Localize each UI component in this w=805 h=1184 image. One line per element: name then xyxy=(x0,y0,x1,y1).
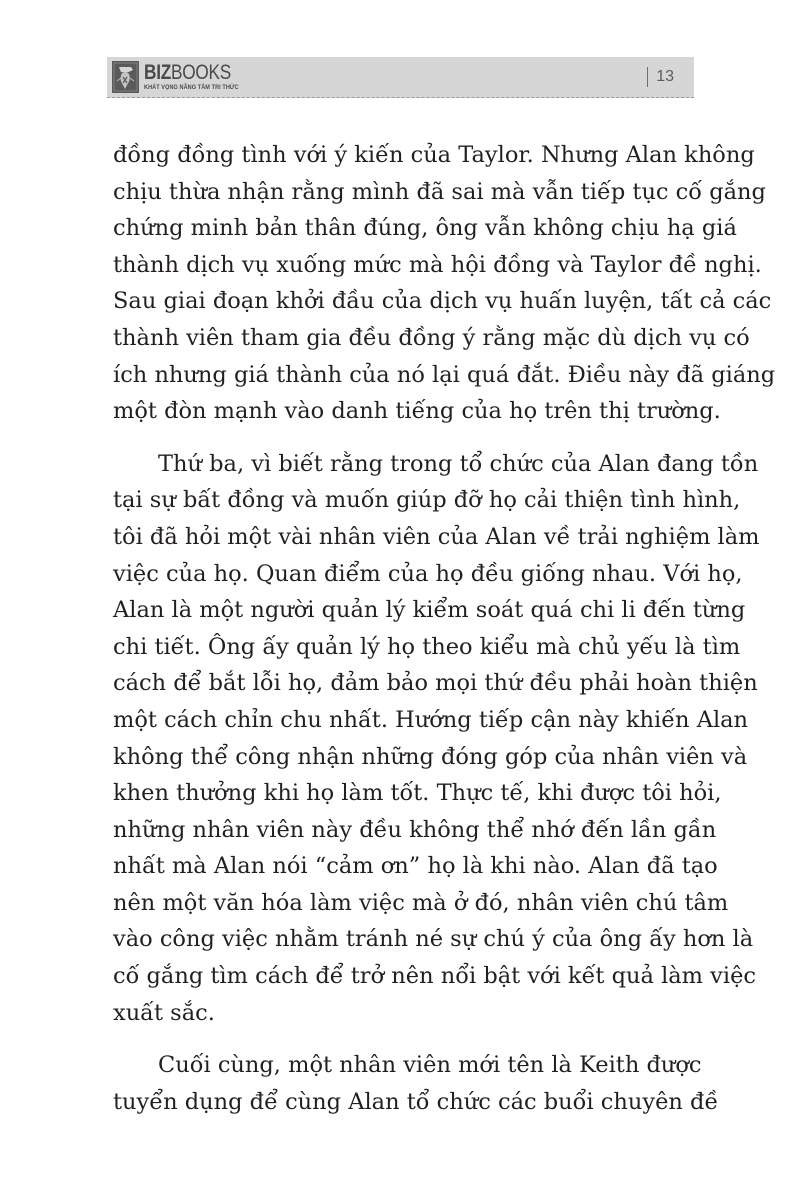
page-number-block xyxy=(647,66,674,88)
bizbooks-emblem-icon xyxy=(112,61,139,93)
brand-name: BIZBOOKS xyxy=(144,60,232,84)
paragraph xyxy=(113,446,760,1032)
text-line: ích nhưng giá thành của nó lại quá đắt. Điều này đã giáng xyxy=(113,361,776,388)
text-line: vào công việc nhằm tránh né sự chú ý của ông ấy hơn là xyxy=(113,926,754,953)
text-line: việc của họ. Quan điểm của họ đều giống nhau. Với họ, xyxy=(113,560,743,587)
text-line: một cách chỉn chu nhất. Hướng tiếp cận này khiến Alan xyxy=(113,706,749,733)
text-line: xuất sắc. xyxy=(113,999,215,1026)
running-header xyxy=(107,57,694,98)
text-line: Sau giai đoạn khởi đầu của dịch vụ huấn luyện, tất cả các xyxy=(113,288,772,315)
page-body xyxy=(113,137,776,1120)
text-line: Cuối cùng, một nhân viên mới tên là Keith được xyxy=(158,1052,702,1079)
text-line: chịu thừa nhận rằng mình đã sai mà vẫn tiếp tục cố gắng xyxy=(113,178,766,205)
text-line: tuyển dụng để cùng Alan tổ chức các buổi chuyên đề xyxy=(113,1088,719,1115)
text-line: thành viên tham gia đều đồng ý rằng mặc dù dịch vụ có xyxy=(113,324,750,351)
text-line: cách để bắt lỗi họ, đảm bảo mọi thứ đều phải hoàn thiện xyxy=(113,670,758,697)
brand-tagline: KHÁT VỌNG NÂNG TẦM TRI THỨC xyxy=(144,83,239,91)
paragraph xyxy=(113,137,776,430)
text-line: Alan là một người quản lý kiểm soát quá chi li đến từng xyxy=(113,597,746,624)
text-line: chứng minh bản thân đúng, ông vẫn không chịu hạ giá xyxy=(113,215,737,242)
text-line: không thể công nhận những đóng góp của nhân viên và xyxy=(113,743,748,770)
text-line: nên một văn hóa làm việc mà ở đó, nhân viên chú tâm xyxy=(113,889,729,916)
text-line: cố gắng tìm cách để trở nên nổi bật với kết quả làm việc xyxy=(113,963,756,990)
text-line: tại sự bất đồng và muốn giúp đỡ họ cải thiện tình hình, xyxy=(113,487,741,514)
text-line: nhất mà Alan nói “cảm ơn” họ là khi nào. Alan đã tạo xyxy=(113,853,718,880)
paragraph xyxy=(113,1047,719,1120)
text-line: những nhân viên này đều không thể nhớ đến lần gần xyxy=(113,816,717,843)
text-line: Thứ ba, vì biết rằng trong tổ chức của Alan đang tồn xyxy=(158,450,759,477)
page-number-divider xyxy=(647,67,649,87)
publisher-logo xyxy=(112,60,255,94)
text-line: tôi đã hỏi một vài nhân viên của Alan về trải nghiệm làm xyxy=(113,523,760,550)
text-line: khen thưởng khi họ làm tốt. Thực tế, khi được tôi hỏi, xyxy=(113,780,722,807)
text-line: thành dịch vụ xuống mức mà hội đồng và Taylor đề nghị. xyxy=(113,251,762,278)
text-line: đồng đồng tình với ý kiến của Taylor. Nhưng Alan không xyxy=(113,142,755,168)
page-number: 13 xyxy=(656,68,674,85)
text-line: chi tiết. Ông ấy quản lý họ theo kiểu mà chủ yếu là tìm xyxy=(113,633,741,660)
text-line: một đòn mạnh vào danh tiếng của họ trên thị trường. xyxy=(113,398,721,425)
